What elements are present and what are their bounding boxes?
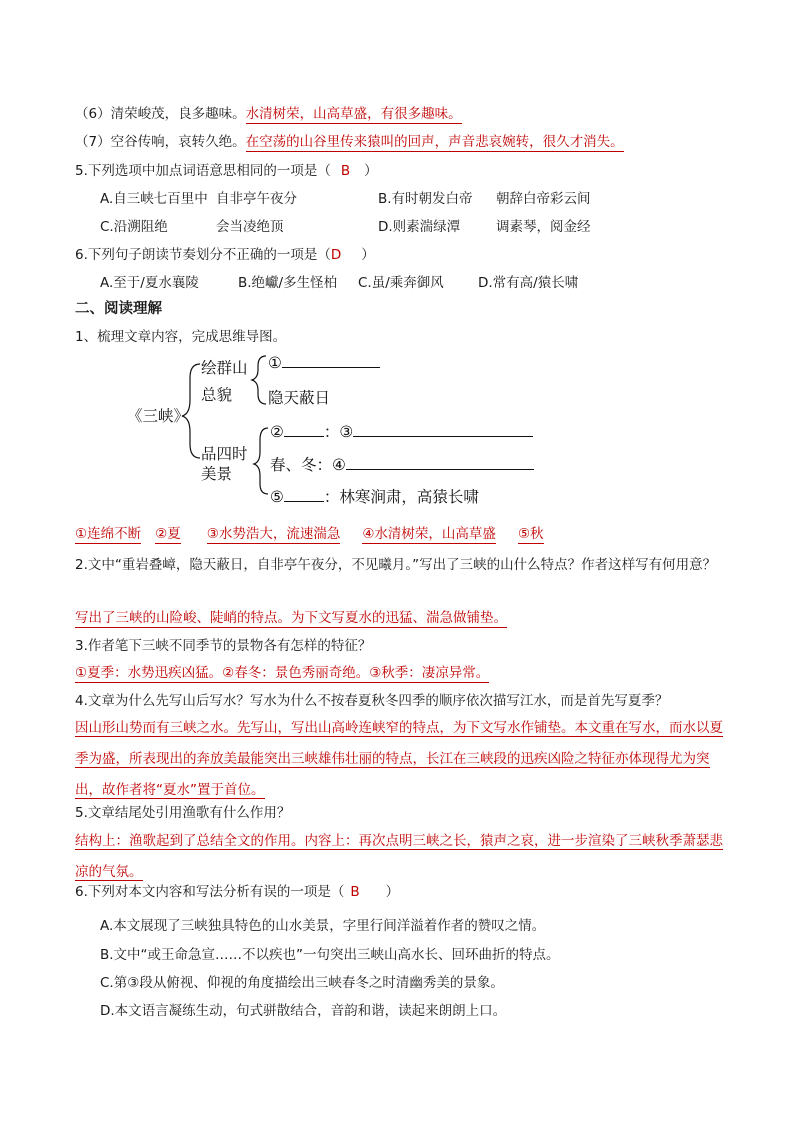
map-answer-2: ②夏	[155, 526, 181, 542]
item-6-answer: 水清树荣，山高草盛，有很多趣味。	[245, 106, 462, 122]
map-group-2-line-2: 美景	[201, 465, 233, 483]
map-root: 《三峡》	[127, 407, 190, 425]
q5-answer-text: 结构上：渔歌起到了总结全文的作用。内容上：再次点明三峡之长，猿声之哀，进一步渲染了三峡秋季萧瑟悲凉的气氛。	[75, 833, 723, 880]
item-7-question: （7）空谷传响，哀转久绝。	[75, 134, 246, 150]
reading-q4-stem: 4.文章为什么先写山后写水？写水为什么不按春夏秋冬四季的顺序依次描写江水，而是首先写夏季？	[75, 693, 669, 709]
r6-stem-close: ）	[385, 884, 400, 900]
r6-option-a: A.本文展现了三峡独具特色的山水美景，字里行间洋溢着作者的赞叹之情。	[100, 918, 546, 934]
q6-option-a: A.至于/夏水襄陵	[100, 275, 199, 291]
map-g1-item-2: 隐天蔽日	[268, 389, 331, 407]
q5-option-a1: A.自三峡七百里中	[100, 191, 208, 207]
q5-option-c1: C.沿溯阻绝	[100, 219, 168, 235]
blank-1[interactable]	[282, 353, 380, 368]
reading-q4-answer	[75, 713, 725, 806]
q3-answer-text: ①夏季：水势迅疾凶猛。②春冬：景色秀丽奇绝。③秋季：凄凉异常。	[75, 665, 490, 681]
blank-4[interactable]	[346, 455, 534, 470]
map-g2-item-2	[270, 453, 534, 475]
r6-answer: B	[350, 884, 360, 900]
g2-item-1-sep: ：③	[323, 423, 354, 441]
map-group-2-line-1: 品四时	[201, 445, 248, 463]
q6-option-d: D.常有高/猿长啸	[478, 275, 579, 291]
reading-q5-stem: 5.文章结尾处引用渔歌有什么作用？	[75, 805, 291, 821]
reading-q5-answer	[75, 826, 725, 888]
map-g2-item-1	[270, 420, 533, 442]
map-g2-item-3	[270, 485, 479, 507]
g2-item-3-label: ⑤	[270, 488, 284, 506]
q5-stem: 5.下列选项中加点词语意思相同的一项是（	[75, 163, 331, 179]
map-answer-4: ④水清树荣，山高草盛	[362, 526, 496, 542]
g2-item-2-label: 春、冬：④	[270, 456, 346, 474]
g2-item-3-text: ：林寒涧肃，高猿长啸	[323, 488, 479, 506]
item-7-answer: 在空荡的山谷里传来猿叫的回声，声音悲哀婉转，很久才消失。	[245, 134, 624, 150]
q5-stem-close: ）	[364, 163, 378, 179]
reading-q1-stem: 1、梳理文章内容，完成思维导图。	[75, 329, 287, 345]
q5-option-c2: 会当凌绝顶	[216, 219, 284, 235]
q6-option-c: C.虽/乘奔御风	[358, 275, 444, 291]
q5-option-d1: D.则素湍绿潭	[378, 219, 461, 235]
r6-option-b: B.文中“或王命急宣……不以疾也”一句突出三峡山高水长、回环曲折的特点。	[100, 947, 560, 963]
lower-brace	[254, 428, 268, 494]
blank-5[interactable]	[284, 487, 324, 502]
reading-q3-stem: 3.作者笔下三峡不同季节的景物各有怎样的特征？	[75, 638, 372, 654]
g2-item-1-label: ②	[270, 423, 284, 441]
q5-option-b1: B.有时朝发白帝	[378, 191, 473, 207]
blank-2[interactable]	[284, 422, 324, 437]
q5-option-d2: 调素琴，阅金经	[496, 219, 591, 235]
blank-3[interactable]	[353, 422, 533, 437]
map-group-1-line-2: 总貌	[201, 386, 233, 404]
map-answer-1: ①连绵不断	[75, 526, 142, 542]
q6-stem-close: ）	[361, 247, 375, 263]
q6-answer: D	[330, 247, 342, 263]
reading-q2-stem: 2.文中“重岩叠嶂，隐天蔽日，自非亭午夜分，不见曦月。”写出了三峡的山什么特点？作者这样写有何用意？	[75, 557, 717, 573]
section-2-heading: 二、阅读理解	[75, 301, 162, 317]
g1-item-1-label: ①	[268, 354, 282, 372]
reading-q3-answer	[75, 663, 489, 683]
q6-option-b: B.绝巘/多生怪柏	[238, 275, 338, 291]
map-g1-item-1	[268, 353, 380, 372]
q4-answer-text: 因山形山势而有三峡之水。先写山，写出山高岭连峡窄的特点，为下文写水作铺垫。本文重在写水，而水以夏季为盛，所表现出的奔放美最能突出三峡雄伟壮丽的特点，长江在三峡段的迅疾凶险之特征亦体现得尤为突出，故作者将“夏水”置于首位。	[75, 720, 723, 798]
reading-q6-stem	[75, 882, 399, 902]
q6-stem: 6.下列句子朗读节奏划分不正确的一项是（	[75, 247, 331, 263]
q5-option-a2: 自非亭午夜分	[216, 191, 297, 207]
reading-q2-answer	[75, 608, 507, 628]
r6-option-c: C.第③段从俯视、仰视的角度描绘出三峡春冬之时清幽秀美的景象。	[100, 975, 504, 991]
r6-stem: 6.下列对本文内容和写法分析有误的一项是（	[75, 884, 345, 900]
q5-answer: B	[340, 163, 351, 179]
r6-option-d: D.本文语言凝练生动，句式骈散结合，音韵和谐，读起来朗朗上口。	[100, 1003, 507, 1019]
map-answer-3: ③水势浩大，流速湍急	[206, 526, 341, 542]
q5-option-b2: 朝辞白帝彩云间	[496, 191, 591, 207]
item-6-question: （6）清荣峻茂，良多趣味。	[75, 106, 246, 122]
map-group-1-line-1: 绘群山	[201, 359, 248, 377]
upper-brace	[252, 356, 266, 404]
mind-map-answers	[75, 524, 544, 544]
q2-answer-text: 写出了三峡的山险峻、陡峭的特点。为下文写夏水的迅猛、湍急做铺垫。	[75, 610, 507, 626]
map-answer-5: ⑤秋	[517, 526, 544, 542]
